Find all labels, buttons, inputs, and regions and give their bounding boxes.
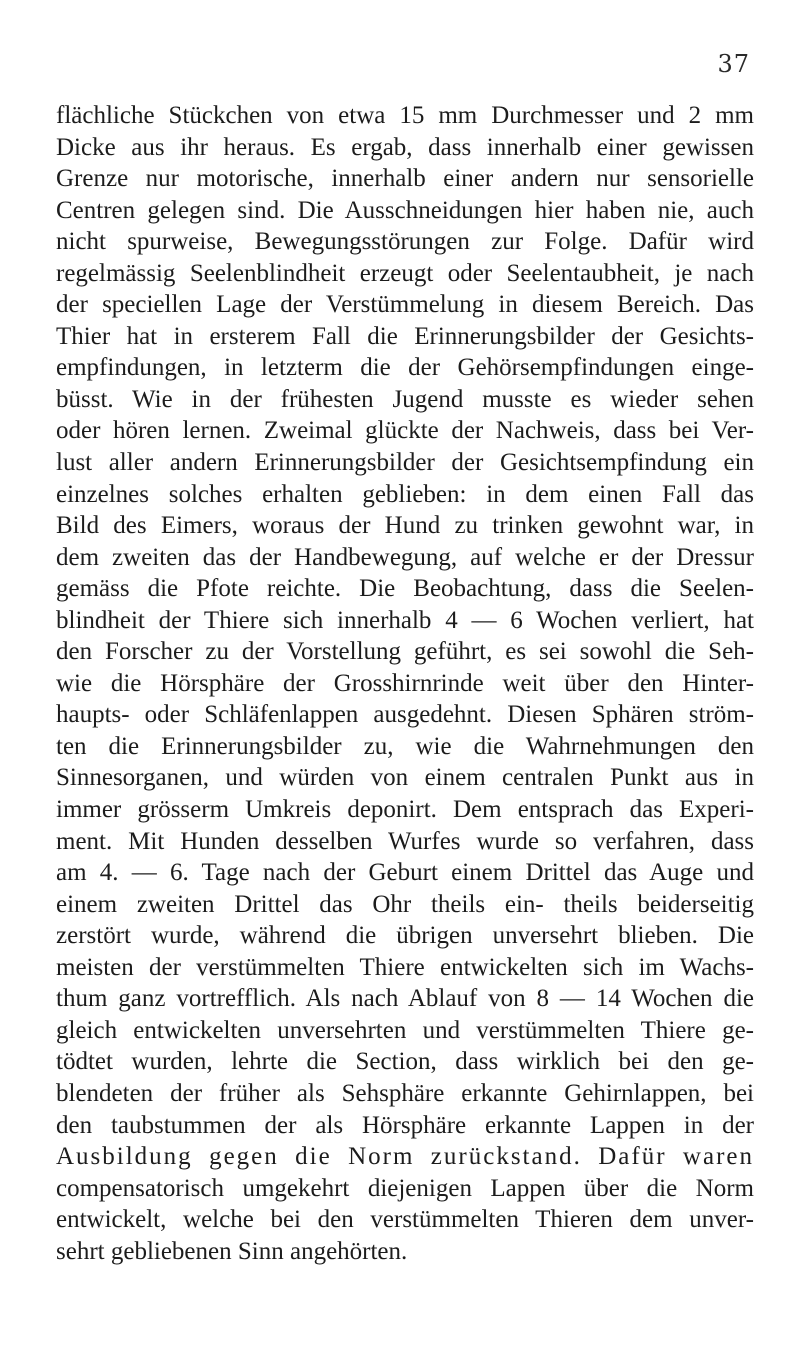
text-line: Thier hat in ersterem Fall die Erinnerungsbilder der Gesichts- (56, 322, 754, 350)
text-line: Centren gelegen sind. Die Ausschneidungen hier haben nie, auch (56, 196, 754, 224)
text-line: den taubstummen der als Hörsphäre erkannte Lappen in der (56, 1111, 754, 1139)
text-line: blindheit der Thiere sich innerhalb 4 — 6 Wochen verliert, hat (56, 606, 754, 634)
page-number: 37 (717, 50, 750, 78)
text-line: ment. Mit Hunden desselben Wurfes wurde so verfahren, dass (56, 827, 754, 855)
text-line: dem zweiten das der Handbewegung, auf welche er der Dressur (56, 543, 754, 571)
text-line: nicht spurweise, Bewegungsstörungen zur Folge. Dafür wird (56, 228, 754, 256)
text-line: der speciellen Lage der Verstümmelung in diesem Bereich. Das (56, 291, 754, 319)
text-line: Dicke aus ihr heraus. Es ergab, dass innerhalb einer gewissen (56, 133, 754, 161)
text-line: Ausbildung gegen die Norm zurückstand. Dafür waren (56, 1143, 754, 1171)
text-line: blendeten der früher als Sehsphäre erkannte Gehirnlappen, bei (56, 1079, 754, 1107)
text-line: flächliche Stückchen von etwa 15 mm Durchmesser und 2 mm (56, 102, 754, 129)
text-line: gleich entwickelten unversehrten und verstümmelten Thiere ge- (56, 1016, 754, 1044)
text-line: entwickelt, welche bei den verstümmelten Thieren dem unver- (56, 1206, 754, 1234)
text-line: einem zweiten Drittel das Ohr theils ein- theils beiderseitig (56, 890, 754, 918)
text-line: Grenze nur motorische, innerhalb einer andern nur sensorielle (56, 165, 754, 193)
text-line: sehrt gebliebenen Sinn angehörten. (56, 1237, 408, 1265)
text-line: compensatorisch umgekehrt diejenigen Lappen über die Norm (56, 1174, 754, 1202)
text-line: empfindungen, in letzterm die der Gehörsempfindungen einge- (56, 354, 754, 382)
text-line: zerstört wurde, während die übrigen unversehrt blieben. Die (56, 922, 754, 950)
text-line: meisten der verstümmelten Thiere entwickelten sich im Wachs- (56, 953, 754, 981)
text-line: einzelnes solches erhalten geblieben: in dem einen Fall das (56, 480, 754, 508)
text-line: gemäss die Pfote reichte. Die Beobachtung, dass die Seelen- (56, 575, 754, 603)
text-line: regelmässig Seelenblindheit erzeugt oder Seelentaubheit, je nach (56, 259, 754, 287)
text-line: Sinnesorganen, und würden von einem centralen Punkt aus in (56, 764, 754, 792)
text-line: haupts- oder Schläfenlappen ausgedehnt. Diesen Sphären ström- (56, 701, 754, 729)
text-line: wie die Hörsphäre der Grosshirnrinde weit über den Hinter- (56, 669, 754, 697)
body-text (56, 100, 754, 1267)
text-line: immer grösserm Umkreis deponirt. Dem entsprach das Experi- (56, 796, 754, 824)
text-line: am 4. — 6. Tage nach der Geburt einem Drittel das Auge und (56, 859, 754, 887)
text-line: den Forscher zu der Vorstellung geführt, es sei sowohl die Seh- (56, 638, 754, 666)
text-line: tödtet wurden, lehrte die Section, dass wirklich bei den ge- (56, 1048, 754, 1076)
text-line: thum ganz vortrefflich. Als nach Ablauf von 8 — 14 Wochen die (56, 985, 754, 1013)
text-line: lust aller andern Erinnerungsbilder der Gesichtsempfindung ein (56, 449, 754, 477)
text-line: Bild des Eimers, woraus der Hund zu trinken gewohnt war, in (56, 512, 754, 540)
text-line: oder hören lernen. Zweimal glückte der Nachweis, dass bei Ver- (56, 417, 754, 445)
text-line: ten die Erinnerungsbilder zu, wie die Wahrnehmungen den (56, 732, 754, 760)
text-line: büsst. Wie in der frühesten Jugend musste es wieder sehen (56, 385, 754, 413)
